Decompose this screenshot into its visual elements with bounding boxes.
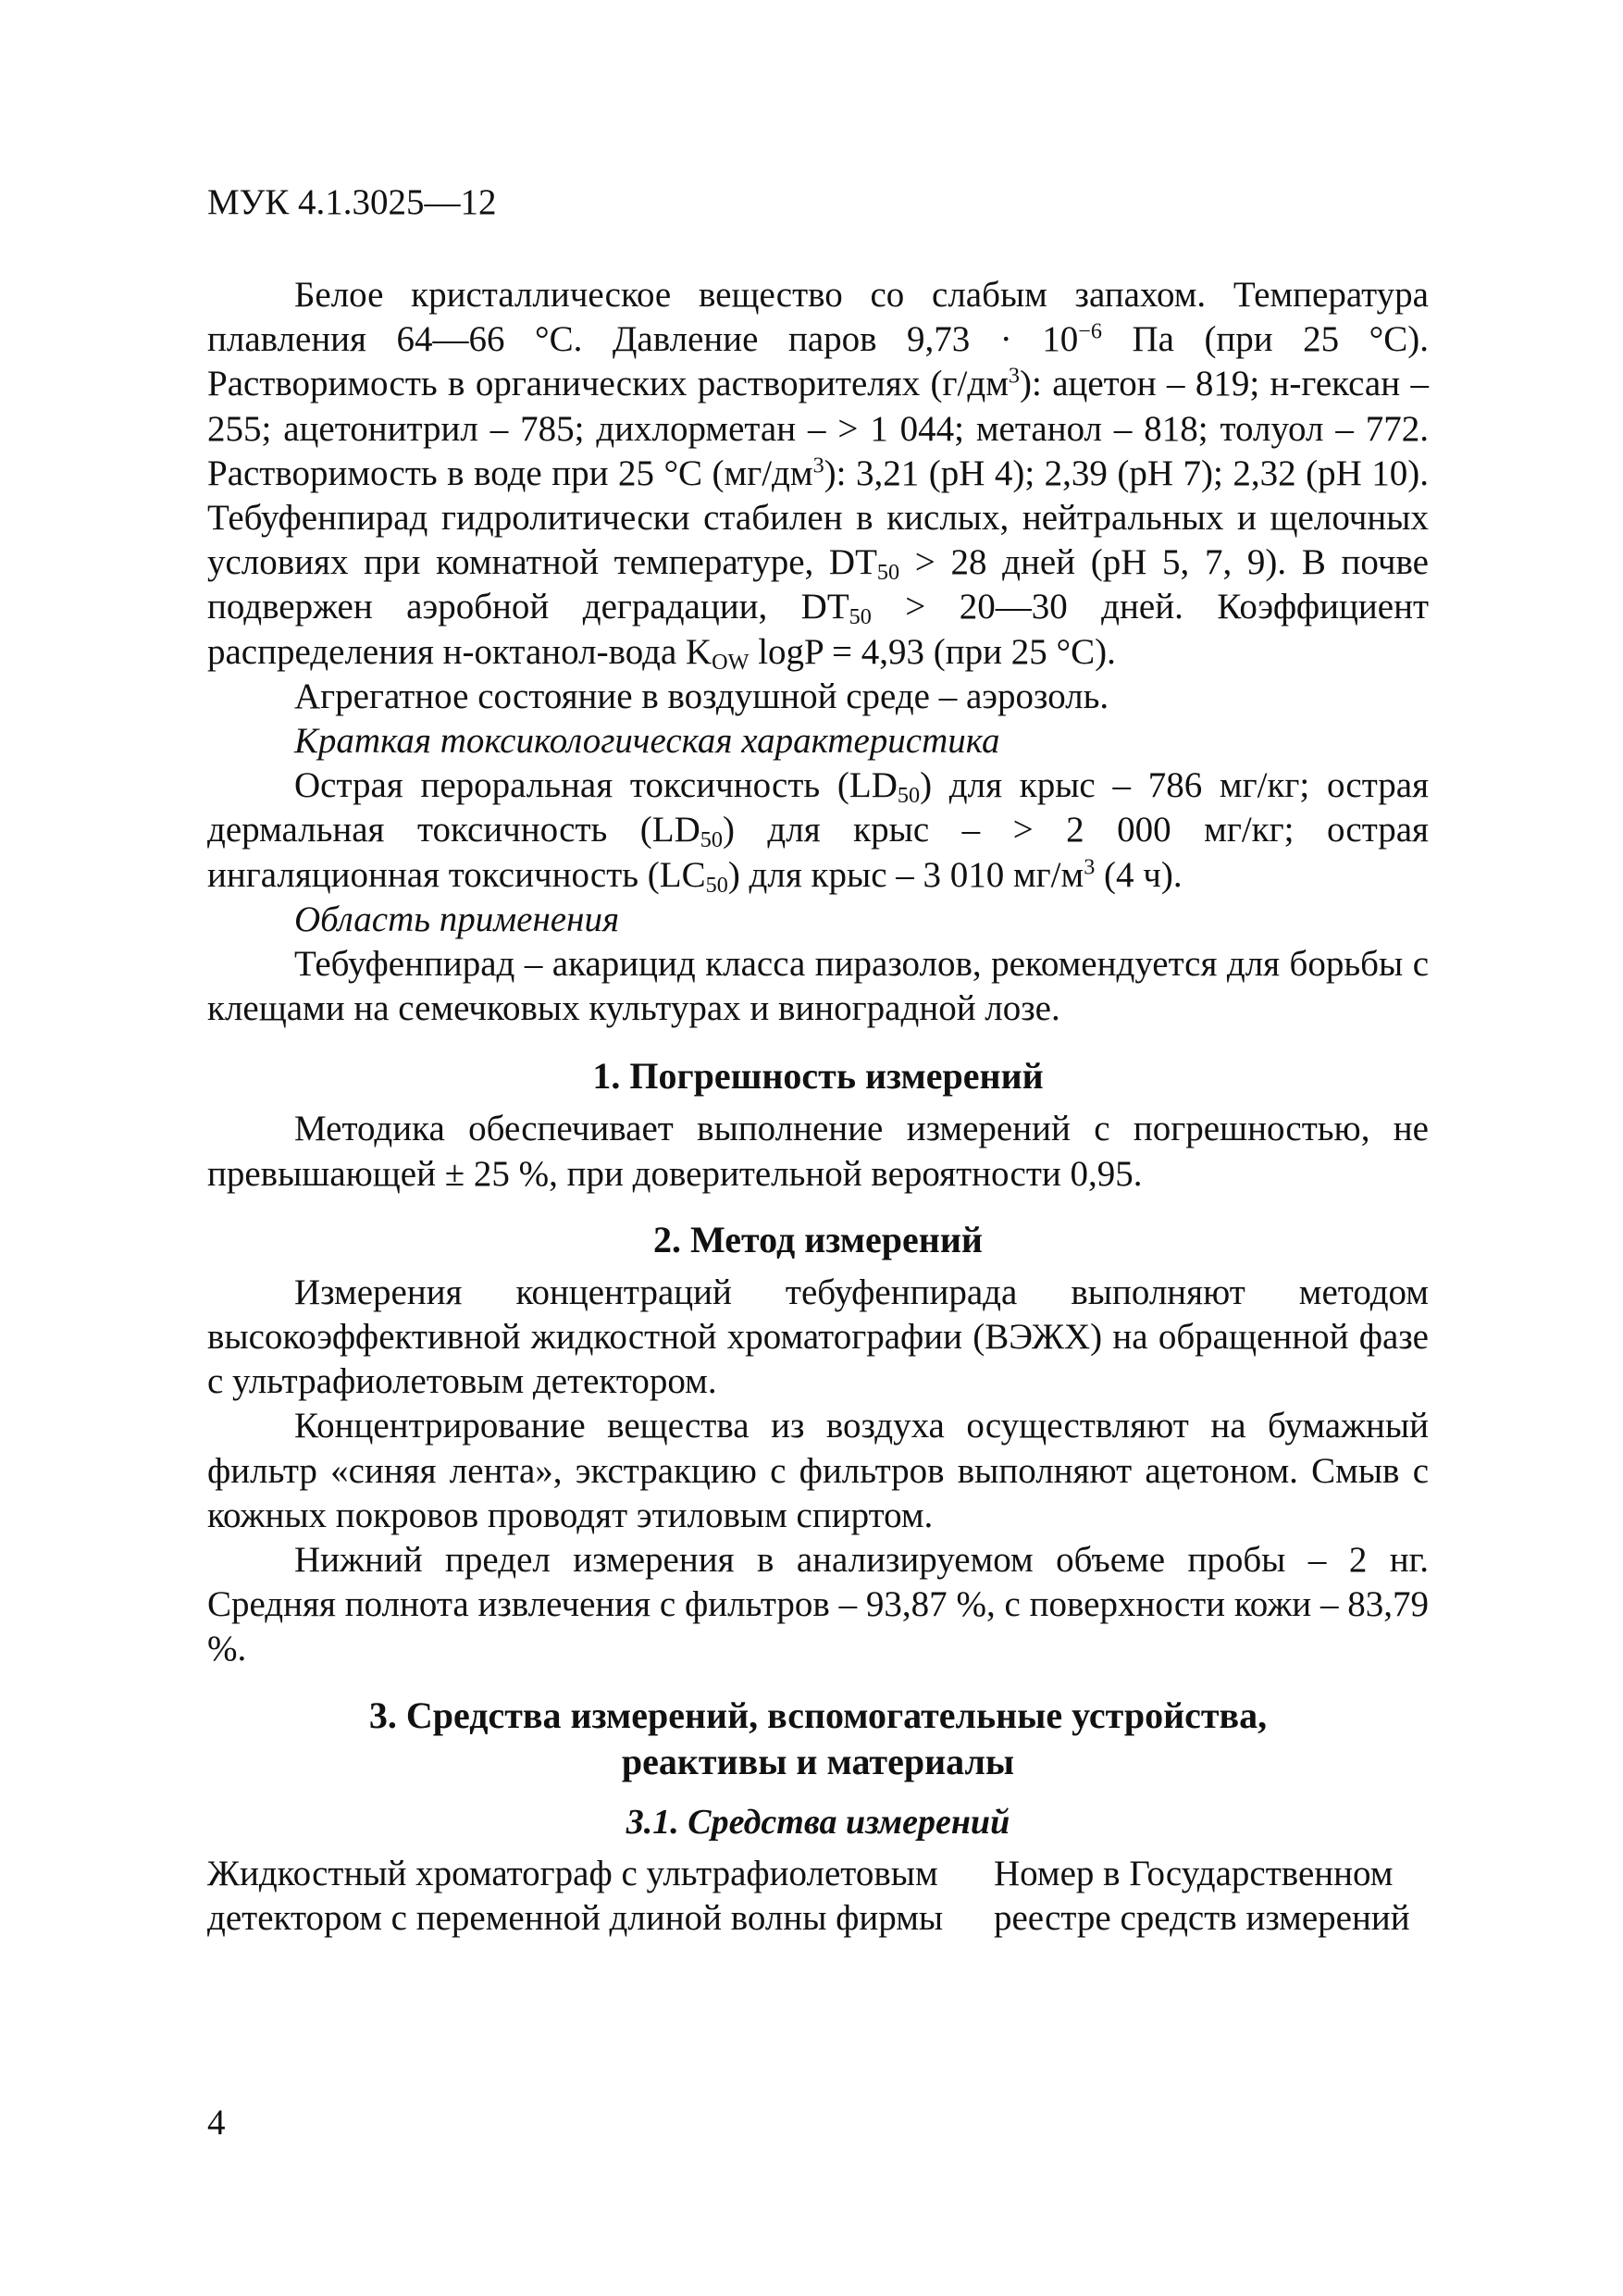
section-2-title: 2. Метод измерений bbox=[653, 1218, 983, 1260]
section-1-paragraph: Методика обеспечивает выполнение измерений с погрешностью, не превышающей ± 25 %, при доверительной вероятности 0,95. bbox=[207, 1109, 1429, 1194]
subsection-3-1-title: 3.1. Средства измерений bbox=[626, 1802, 1010, 1842]
toxicology-paragraph: Острая пероральная токсичность $(LD_{50})$ для крыс – 786 мг/кг; острая дермальная токсичность $(LD_{50})$ для крыс – > 2 000 мг/кг; острая ингаляционная токсичность $(LC_{50})$ для крыс – 3 010 $мг/м^3$ (4 ч). bbox=[207, 765, 1430, 898]
application-heading: Область применения bbox=[294, 899, 620, 939]
section-1-title: 1. Погрешность измерений bbox=[592, 1055, 1044, 1098]
registry-number-label: Номер в Государственном реестре средств измерений bbox=[994, 1853, 1410, 1938]
instrument-description: Жидкостный хроматограф с ультрафиолетовым детектором с переменной длиной волны фирмы bbox=[207, 1853, 944, 1938]
toxicology-heading: Краткая токсикологическая характеристика bbox=[294, 721, 1000, 762]
document-header: МУК 4.1.3025—12 bbox=[207, 182, 497, 222]
section-2-paragraph-1: Измерения концентраций тебуфенпирада выполняют методом высокоэффективной жидкостной хроматографии (ВЭЖХ) на обращенной фазе с ультрафиолетовым детектором. bbox=[207, 1272, 1429, 1402]
properties-paragraph: Белое кристаллическое вещество со слабым запахом. Температура плавления 64—66 °C. Давление паров $9,73 \cdot 10^{-6}$ Па (при 25 °C). Растворимость в органических растворителях $(г/дм^3)$: ацетон – 819; н-гексан – 255; ацетонитрил – 785; дихлорметан – > 1 044; метанол – 818; толуол – 772. Растворимость в воде при 25 °C $(мг/дм^3)$: 3,21 (pH 4); 2,39 (pH 7); 2,32 (pH 10). Тебуфенпирад гидролитически стабилен в кислых, нейтральных и щелочных условиях при комнатной температуре, $DT_{50} > 28$ дней (pH 5, 7, 9). В почве подвержен аэробной деградации, $DT_{50}$ > 20—30 дней. Коэффициент распределения н-октанол-вода $K_{OW}$ logP = 4,93 (при 25 °C). bbox=[207, 275, 1429, 675]
application-paragraph: Тебуфенпирад – акарицид класса пиразолов, рекомендуется для борьбы с клещами на семечковых культурах и виноградной лозе. bbox=[207, 944, 1429, 1029]
section-2-paragraph-3: Нижний предел измерения в анализируемом объеме пробы – 2 нг. Средняя полнота извлечения с фильтров – 93,87 %, с поверхности кожи – 83,79 %. bbox=[207, 1540, 1429, 1669]
document-body bbox=[207, 273, 1429, 1941]
instruments-row bbox=[207, 1852, 1429, 1941]
section-3-title: 3. Средства измерений, вспомогательные устройства, реактивы и материалы bbox=[368, 1694, 1268, 1782]
page-number: 4 bbox=[207, 2103, 226, 2142]
aggregate-state-paragraph: Агрегатное состояние в воздушной среде – аэрозоль. bbox=[294, 676, 1109, 716]
section-2-paragraph-2: Концентрирование вещества из воздуха осуществляют на бумажный фильтр «синяя лента», экстракцию с фильтров выполняют ацетоном. Смыв с кожных покровов проводят этиловым спиртом. bbox=[207, 1406, 1429, 1535]
